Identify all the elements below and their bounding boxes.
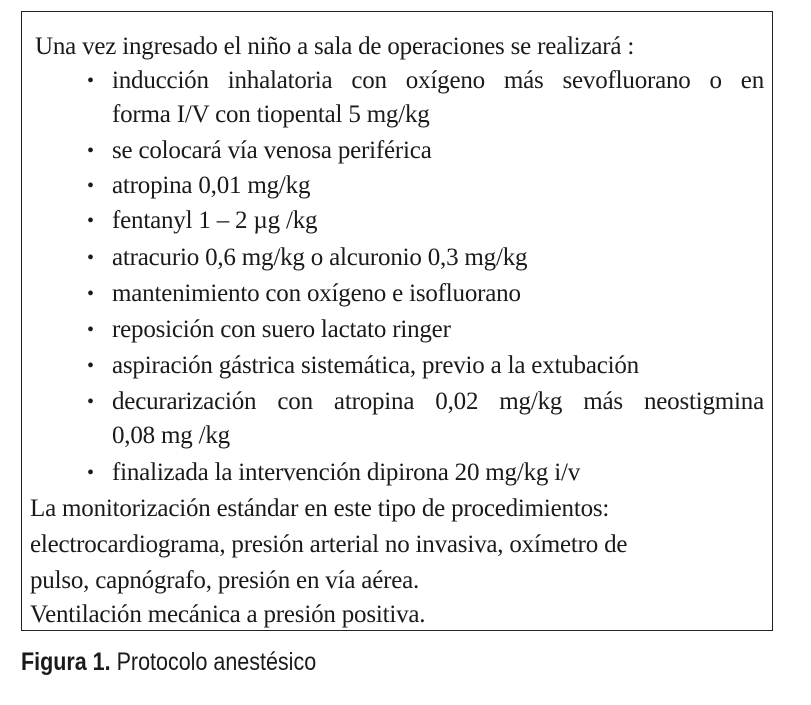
figure-caption-text: Protocolo anestésico bbox=[116, 648, 317, 676]
monitoring-text-line: pulso, capnógrafo, presión en vía aérea. bbox=[30, 567, 420, 594]
bullet-icon: • bbox=[87, 391, 94, 413]
list-item-line: atropina 0,01 mg/kg bbox=[112, 172, 311, 199]
protocol-intro: Una vez ingresado el niño a sala de operaciones se realizará : bbox=[35, 33, 635, 60]
list-item-line: fentanyl 1 – 2 µg /kg bbox=[112, 207, 318, 234]
list-item-line: finalizada la intervención dipirona 20 mg/kg i/v bbox=[112, 459, 581, 486]
protocol-box bbox=[21, 11, 773, 631]
monitoring-text-line: La monitorización estándar en este tipo de procedimientos: bbox=[30, 495, 610, 522]
bullet-icon: • bbox=[87, 319, 94, 341]
bullet-icon: • bbox=[87, 70, 94, 92]
bullet-icon: • bbox=[87, 140, 94, 162]
list-item-line: inducción inhalatoria con oxígeno más sevofluorano o en bbox=[112, 67, 764, 94]
list-item-line: atracurio 0,6 mg/kg o alcuronio 0,3 mg/kg bbox=[112, 244, 528, 271]
list-item-line: reposición con suero lactato ringer bbox=[112, 316, 451, 343]
list-item-line: decurarización con atropina 0,02 mg/kg más neostigmina bbox=[112, 388, 764, 415]
bullet-icon: • bbox=[87, 355, 94, 377]
list-item-line: mantenimiento con oxígeno e isofluorano bbox=[112, 280, 521, 307]
bullet-icon: • bbox=[87, 283, 94, 305]
monitoring-text-line: electrocardiograma, presión arterial no invasiva, oxímetro de bbox=[30, 531, 628, 558]
list-item-line: aspiración gástrica sistemática, previo a la extubación bbox=[112, 352, 639, 379]
figure-caption-label: Figura 1. bbox=[21, 648, 111, 676]
list-item-line: 0,08 mg /kg bbox=[112, 422, 230, 449]
bullet-icon: • bbox=[87, 247, 94, 269]
list-item-line: se colocará vía venosa periférica bbox=[112, 137, 432, 164]
figure-caption bbox=[21, 648, 316, 677]
list-item-line: forma I/V con tiopental 5 mg/kg bbox=[112, 101, 430, 128]
bullet-icon: • bbox=[87, 462, 94, 484]
ventilation-text: Ventilación mecánica a presión positiva. bbox=[30, 601, 426, 628]
bullet-icon: • bbox=[87, 210, 94, 232]
bullet-icon: • bbox=[87, 175, 94, 197]
